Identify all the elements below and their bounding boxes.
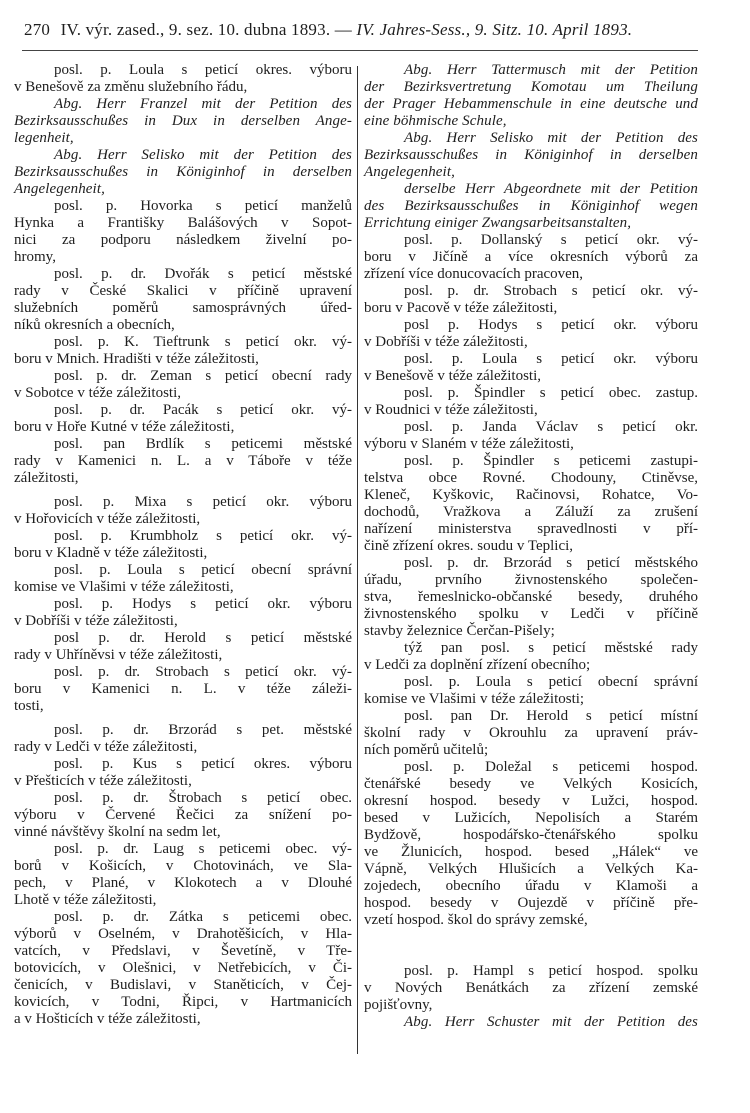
text-line: stva, řemeslnicko-občanské besedy, druhého	[364, 589, 698, 605]
text-line: komise ve Vlašimi v téže záležitosti,	[14, 579, 234, 595]
text-line: v Sobotce v téže záležitosti,	[14, 385, 182, 401]
text-line: hromy,	[14, 249, 56, 265]
petition-entry	[14, 790, 352, 841]
text-line: v Dobříši v téže záležitosti,	[14, 613, 178, 629]
petition-entry	[14, 402, 352, 436]
text-line: školní rady v Okrouhlu za upravení práv-	[364, 725, 698, 741]
text-line: posl. p. Krumbholz s peticí okr. vý-	[54, 528, 352, 544]
text-line: zojedech, obecního úřadu v Klamoši a	[364, 878, 698, 894]
text-line: v Hořovicích v téže záležitosti,	[14, 511, 201, 527]
text-line: posl. p. Loula s peticí obecní správní	[404, 674, 698, 690]
text-line: služebních poměrů samosprávných úřed-	[14, 300, 352, 316]
text-line: vinné návštěvy školní na sedm let,	[14, 824, 221, 840]
right-column	[364, 62, 698, 1031]
text-line: Vápně, Velkých Hlušicích a Velkých Ka-	[364, 861, 698, 877]
petition-entry	[14, 528, 352, 562]
petition-entry	[364, 1014, 698, 1031]
text-line: posl. p. Dollanský s peticí okr. vý-	[404, 232, 698, 248]
text-line: kovicích, v Todni, Řipci, v Hartmanicích	[14, 994, 352, 1010]
petition-entry	[14, 368, 352, 402]
text-line: boru v Hoře Kutné v téže záležitosti,	[14, 419, 235, 435]
text-line: tosti,	[14, 698, 44, 714]
text-line: borů v Košicích, v Chotovinách, ve Sla-	[14, 858, 352, 874]
text-line: boru v Jičíně a více okresních výborů za	[364, 249, 698, 265]
text-line: záležitosti,	[14, 470, 79, 486]
petition-entry	[364, 708, 698, 759]
text-line: posl p. dr. Herold s peticí městské	[54, 630, 352, 646]
text-line: posl. pan Brdlík s peticemi městské	[54, 436, 352, 452]
petition-entry	[364, 759, 698, 929]
text-line: posl. p. K. Tieftrunk s peticí okr. vý-	[54, 334, 352, 350]
text-line: rady v České Skalici v příčině upravení	[14, 283, 352, 299]
text-line: vzetí hospod. škol do správy zemské,	[364, 912, 588, 928]
petition-entry	[14, 841, 352, 909]
text-line: posl. p. dr. Štrobach s peticí obec.	[54, 790, 352, 806]
text-line: dochodů, Vražkova a Záluží za zrušení	[364, 504, 698, 520]
text-line: Angelegenheit,	[364, 164, 455, 180]
petition-entry	[14, 334, 352, 368]
text-line: posl. p. Mixa s peticí okr. výboru	[54, 494, 352, 510]
text-line: boru v Kladně v téže záležitosti,	[14, 545, 208, 561]
petition-entry	[364, 640, 698, 674]
text-line: eine böhmische Schule,	[364, 113, 507, 129]
petition-entry	[14, 266, 352, 334]
text-line: vatcích, v Předslavi, v Ševetíně, v Tře-	[14, 943, 352, 959]
petition-entry	[364, 385, 698, 419]
text-line: a v Hošticích v téže záležitosti,	[14, 1011, 201, 1027]
petition-entry	[14, 562, 352, 596]
text-line: posl. p. Loula s peticí obecní správní	[54, 562, 352, 578]
text-line: posl. p. dr. Strobach s peticí okr. vý-	[54, 664, 352, 680]
petition-entry	[364, 419, 698, 453]
text-line: boru v Mnich. Hradišti v téže záležitosti,	[14, 351, 259, 367]
page-number: 270	[24, 20, 51, 39]
text-line: Abg. Herr Tattermusch mit der Petition	[404, 62, 698, 78]
text-line: Kleneč, Kyškovic, Račinovsi, Rohatce, Vo-	[364, 487, 698, 503]
petition-entry	[364, 130, 698, 181]
text-line: posl. p. Janda Václav s peticí okr.	[404, 419, 698, 435]
text-line: des Bezirksausschußes in Königinhof wegen	[364, 198, 698, 214]
text-line: hospod. besedy v Oujezdě v příčině pře-	[364, 895, 698, 911]
text-line: posl. p. dr. Laug s peticemi obec. vý-	[54, 841, 352, 857]
text-line: v Nových Benátkách za zřízení zemské	[364, 980, 698, 996]
header-czech: IV. výr. zased., 9. sez. 10. dubna 1893. —	[60, 20, 352, 39]
text-line: posl. p. Hodys s peticí okr. výboru	[54, 596, 352, 612]
text-line: v Ledči za doplnění zřízení obecního;	[364, 657, 591, 673]
petition-entry	[14, 62, 352, 96]
text-line: Abg. Herr Selisko mit der Petition des	[404, 130, 698, 146]
text-line: pojišťovny,	[364, 997, 433, 1013]
text-line: v Přešticích v téže záležitosti,	[14, 773, 192, 789]
text-line: Abg. Herr Schuster mit der Petition des	[404, 1014, 698, 1030]
text-line: Abg. Herr Franzel mit der Petition des	[54, 96, 352, 112]
column-divider	[357, 66, 358, 1054]
petition-entry	[14, 630, 352, 664]
text-line: níků okresních a obecních,	[14, 317, 175, 333]
text-line: výboru v Červené Řečici za snížení po-	[14, 807, 352, 823]
text-line: týž pan posl. s peticí městské rady	[404, 640, 698, 656]
text-line: posl. p. dr. Dvořák s peticí městské	[54, 266, 352, 282]
text-line: posl. p. Špindler s peticemi zastupi-	[404, 453, 698, 469]
text-line: úřadu, prvního živnostenského společen-	[364, 572, 698, 588]
text-line: čině zřízení okres. soudu v Teplici,	[364, 538, 574, 554]
text-line: Abg. Herr Selisko mit der Petition des	[54, 147, 352, 163]
text-line: der Prager Hebammenschule in eine deutsche und	[364, 96, 698, 112]
petition-entry	[364, 232, 698, 283]
text-line: boru v Pacově v téže záležitosti,	[364, 300, 558, 316]
petition-entry	[364, 555, 698, 640]
petition-entry	[14, 198, 352, 266]
petition-entry	[364, 181, 698, 232]
petition-entry	[14, 756, 352, 790]
text-line: čtenářské besedy ve Velkých Kosicích,	[364, 776, 698, 792]
petition-entry	[14, 722, 352, 756]
text-line: nici za podporu následkem živelní po-	[14, 232, 352, 248]
petition-entry	[364, 674, 698, 708]
text-line: boru v Kamenici n. L. v téže záleži-	[14, 681, 352, 697]
text-line: Bydžově, hospodářsko-čtenářského spolku	[364, 827, 698, 843]
text-line: Bezirksausschußes in Königinhof in derselben	[14, 164, 352, 180]
text-line: pech, v Plané, v Klokotech a v Dlouhé	[14, 875, 352, 891]
text-line: botovicích, v Olešnici, v Netřebicích, v Či-	[14, 960, 352, 976]
petition-entry	[14, 596, 352, 630]
text-line: Angelegenheit,	[14, 181, 105, 197]
text-line: posl. p. Kus s peticí okres. výboru	[54, 756, 352, 772]
petition-entry	[364, 62, 698, 130]
header-rule	[22, 50, 698, 51]
text-line: posl. p. dr. Brzorád s pet. městské	[54, 722, 352, 738]
text-line: posl. p. dr. Pacák s peticí okr. vý-	[54, 402, 352, 418]
text-line: Hynka a Františky Balášových v Sopot-	[14, 215, 352, 231]
text-line: der Bezirksvertretung Komotau um Theilung	[364, 79, 698, 95]
petition-entry	[364, 283, 698, 317]
text-line: posl. p. dr. Zeman s peticí obecní rady	[54, 368, 352, 384]
text-line: nařízení ministerstva spravedlnosti v pří-	[364, 521, 698, 537]
petition-entry	[364, 963, 698, 1014]
text-line: v Benešově za změnu služebního řádu,	[14, 79, 248, 95]
petition-entry	[14, 909, 352, 1028]
text-line: Bezirksausschußes in Königinhof in derselben	[364, 147, 698, 163]
text-line: derselbe Herr Abgeordnete mit der Petition	[404, 181, 698, 197]
text-line: posl. p. Hampl s peticí hospod. spolku	[404, 963, 698, 979]
text-line: telstva obce Rovné. Chodouny, Ctiněvse,	[364, 470, 698, 486]
petition-entry	[364, 351, 698, 385]
text-line: výborů v Oselném, v Drahotěšicích, v Hla-	[14, 926, 352, 942]
left-column	[14, 62, 352, 1028]
text-line: besed v Lužicích, Nepolisích a Starém	[364, 810, 698, 826]
text-line: posl. p. dr. Strobach s peticí okr. vý-	[404, 283, 698, 299]
text-line: v Dobříši v téže záležitosti,	[364, 334, 528, 350]
text-line: výboru v Slaném v téže záležitosti,	[364, 436, 574, 452]
text-line: posl. p. Loula s peticí okr. výboru	[404, 351, 698, 367]
text-line: v Roudnici v téže záležitosti,	[364, 402, 538, 418]
text-line: rady v Ledči v téže záležitosti,	[14, 739, 198, 755]
header-german: IV. Jahres-Sess., 9. Sitz. 10. April 1893.	[356, 20, 633, 39]
text-line: rady v Kamenici n. L. a v Táboře v téže	[14, 453, 352, 469]
petition-entry	[364, 317, 698, 351]
text-line: Errichtung einiger Zwangsarbeitsanstalten,	[364, 215, 632, 231]
text-line: živnostenského spolku v Ledči v příčině	[364, 606, 698, 622]
text-line: ve Žlunicích, hospod. besed „Hálek“ ve	[364, 844, 698, 860]
text-line: posl. p. dr. Brzorád s peticí městského	[404, 555, 698, 571]
petition-entry	[14, 96, 352, 147]
text-line: komise ve Vlašimi v téže záležitosti;	[364, 691, 585, 707]
text-line: posl. p. Doležal s peticemi hospod.	[404, 759, 698, 775]
text-line: Bezirksausschußes in Dux in derselben Ange-	[14, 113, 352, 129]
text-line: posl. pan Dr. Herold s peticí místní	[404, 708, 698, 724]
text-line: legenheit,	[14, 130, 74, 146]
petition-entry	[14, 147, 352, 198]
text-line: posl. p. Špindler s peticí obec. zastup.	[404, 385, 698, 401]
text-line: v Benešově v téže záležitosti,	[364, 368, 542, 384]
petition-entry	[14, 494, 352, 528]
text-line: posl. p. Hovorka s peticí manželů	[54, 198, 352, 214]
text-line: zřízení více donucovacích pracoven,	[364, 266, 584, 282]
text-line: posl p. Hodys s peticí okr. výboru	[404, 317, 698, 333]
text-line: okresní hospod. besedy v Lužci, hospod.	[364, 793, 698, 809]
petition-entry	[364, 453, 698, 555]
text-line: stavby železnice Čerčan-Pišely;	[364, 623, 555, 639]
text-line: posl. p. Loula s peticí okres. výboru	[54, 62, 352, 78]
text-line: Lhotě v téže záležitosti,	[14, 892, 157, 908]
text-line: posl. p. dr. Zátka s peticemi obec.	[54, 909, 352, 925]
running-header	[24, 20, 696, 40]
text-line: čenicích, v Budislavi, v Staněticích, v Čej-	[14, 977, 352, 993]
text-line: ních poměrů učitelů;	[364, 742, 489, 758]
text-line: rady v Uhříněvsi v téže záležitosti,	[14, 647, 223, 663]
petition-entry	[14, 436, 352, 487]
petition-entry	[14, 664, 352, 715]
